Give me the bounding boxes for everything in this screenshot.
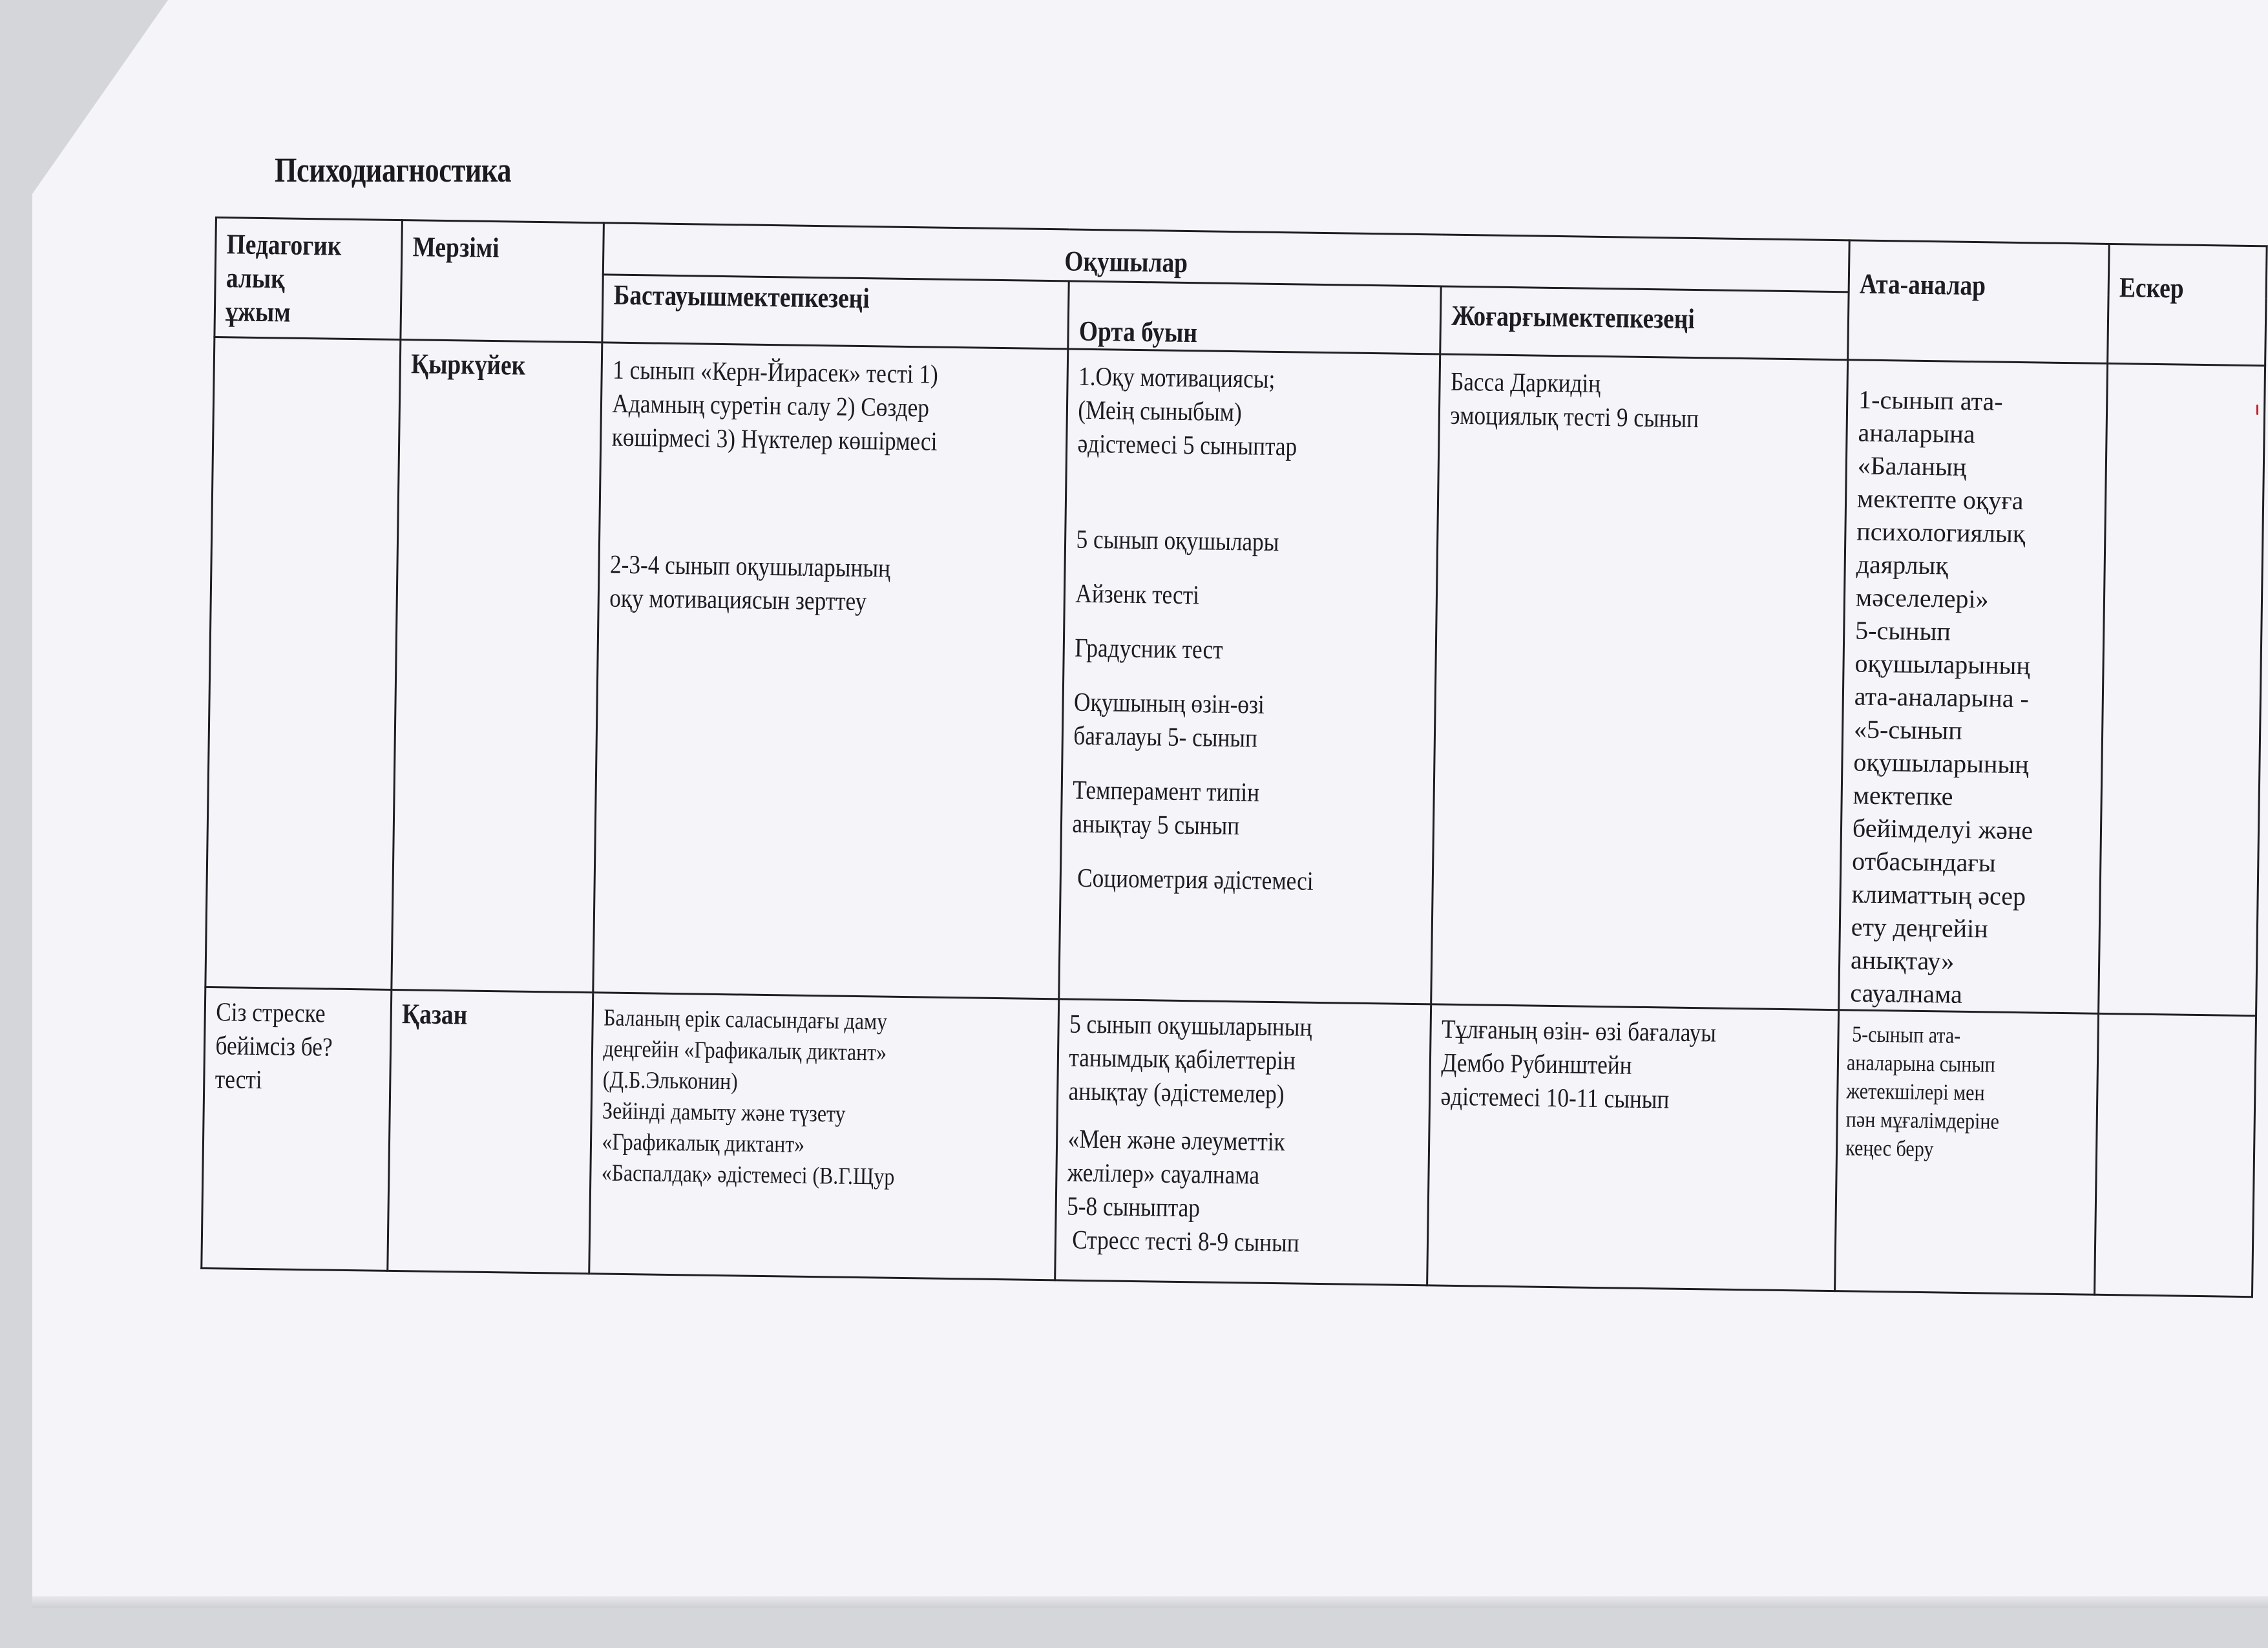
header-line: ұжым bbox=[225, 295, 291, 328]
text-line: бейімделуі және bbox=[1852, 813, 2033, 845]
text-line: кеңес беру bbox=[1845, 1135, 1934, 1162]
header-line: алық bbox=[226, 262, 286, 295]
text-line: анықтау 5 сынып bbox=[1072, 808, 1240, 841]
text-line: оқушыларының bbox=[1854, 648, 2031, 681]
cell-notes bbox=[2098, 363, 2265, 1015]
psychodiagnostics-table bbox=[200, 217, 2267, 1298]
cell-term bbox=[387, 989, 593, 1273]
cell-middle bbox=[1055, 999, 1431, 1285]
text-line: «Графикалық диктант» bbox=[601, 1128, 804, 1158]
cell-parents bbox=[1839, 360, 2108, 1014]
header-middle-stage bbox=[1068, 281, 1441, 354]
paper-bottom-edge bbox=[32, 1596, 2268, 1608]
text-line: ата-аналарына - bbox=[1854, 681, 2030, 713]
cell-primary bbox=[589, 993, 1059, 1280]
text-line: (Д.Б.Эльконин) bbox=[602, 1066, 738, 1095]
cell-term bbox=[392, 340, 602, 993]
text-line: 5 сынып оқушыларының bbox=[1069, 1008, 1313, 1042]
header-senior-stage bbox=[1440, 286, 1849, 360]
document-title: Психодиагностика bbox=[275, 151, 512, 189]
text-line: «Баспалдақ» әдістемесі (В.Г.Щур bbox=[601, 1159, 895, 1190]
text-line: (Меің сыныбым) bbox=[1078, 394, 1243, 427]
text-line: 5-сынып bbox=[1854, 615, 1951, 646]
text-line: бағалауы 5- сынып bbox=[1073, 720, 1258, 753]
text-line: климаттың әсер bbox=[1851, 879, 2026, 911]
text-line: анықтау» bbox=[1850, 945, 1955, 976]
header-primary-stage-label: Бастауышмектепкезеңі bbox=[613, 279, 870, 315]
text-line: мәселелері» bbox=[1855, 582, 1989, 614]
cell-pedagogical-staff bbox=[205, 337, 401, 990]
text-line: 5-8 сыныптар bbox=[1067, 1190, 1201, 1223]
text-line: 5 сынып оқушылары bbox=[1076, 523, 1280, 557]
text-line: психологиялық bbox=[1856, 516, 2026, 549]
text-line: Адамның суретін салу 2) Сөздер bbox=[611, 388, 929, 423]
text-line: Оқушының өзін-өзі bbox=[1074, 686, 1265, 719]
text-line: танымдық қабілеттерін bbox=[1069, 1042, 1296, 1075]
text-line: 2-3-4 сынып оқушыларының bbox=[609, 549, 890, 583]
text-line: Зейінді дамыту және түзету bbox=[602, 1097, 846, 1128]
header-middle-stage-label: Орта буын bbox=[1079, 315, 1198, 349]
text-line: Баланың ерік саласындағы даму bbox=[603, 1004, 887, 1035]
text-line: әдістемесі 5 сыныптар bbox=[1077, 428, 1298, 461]
table-row bbox=[205, 337, 2265, 1016]
cell-pedagogical-staff bbox=[202, 987, 392, 1271]
cell-senior bbox=[1427, 1004, 1839, 1291]
text-line: даярлық bbox=[1856, 549, 1949, 580]
text-line: 5-сынып ата- bbox=[1847, 1021, 1961, 1048]
header-line: Педагогик bbox=[226, 228, 342, 262]
text-line: Сіз стреске bbox=[215, 997, 326, 1028]
text-line: «5-сынып bbox=[1853, 714, 1963, 745]
text-line: анықтау (әдістемелер) bbox=[1068, 1075, 1285, 1109]
text-line: «Мен және әлеуметтік bbox=[1067, 1123, 1286, 1157]
red-pen-mark bbox=[2256, 405, 2258, 415]
text-line: тесті bbox=[215, 1064, 262, 1095]
text-line: Стресс тесті 8-9 сынып bbox=[1066, 1224, 1300, 1258]
text-line: пән мұғалімдеріне bbox=[1845, 1106, 2000, 1134]
header-notes-label: Ескер bbox=[2119, 271, 2184, 304]
text-line: Айзенк тесті bbox=[1075, 578, 1200, 610]
header-term-label: Мерзімі bbox=[412, 231, 499, 264]
header-pedagogical-staff bbox=[215, 218, 402, 340]
text-line: отбасындағы bbox=[1851, 846, 1997, 878]
cell-primary bbox=[593, 343, 1068, 999]
text-line: жетекшілері мен bbox=[1846, 1078, 1985, 1106]
text-line: аналарына bbox=[1858, 417, 1975, 449]
header-term bbox=[401, 220, 604, 343]
text-line: ету деңгейін bbox=[1851, 912, 1988, 944]
text-line: желілер» сауалнама bbox=[1067, 1157, 1260, 1190]
text-line: мектепке bbox=[1853, 780, 1953, 811]
text-line: 1 сынып «Керн-Йирасек» тесті 1) bbox=[612, 354, 938, 389]
cell-parents bbox=[1834, 1010, 2098, 1295]
text-line: аналарына сынып bbox=[1846, 1050, 1995, 1077]
text-line: сауалнама bbox=[1850, 978, 1963, 1009]
text-line: 1-сынып ата- bbox=[1858, 385, 2003, 416]
text-line: эмоциялық тесті 9 сынып bbox=[1450, 399, 1699, 434]
header-parents bbox=[1848, 240, 2109, 364]
text-line: Темперамент типін bbox=[1073, 774, 1260, 807]
text-line: әдістемесі 10-11 сынып bbox=[1440, 1081, 1670, 1114]
text-line: көшірмесі 3) Нүктелер көшірмесі bbox=[611, 421, 938, 456]
header-notes bbox=[2107, 244, 2267, 365]
text-line: бейімсіз бе? bbox=[215, 1030, 333, 1062]
cell-senior bbox=[1431, 354, 1848, 1010]
cell-middle bbox=[1059, 349, 1440, 1004]
text-line: «Баланың bbox=[1857, 450, 1967, 481]
term-label: Қазан bbox=[401, 998, 468, 1031]
text-line: Басса Даркидің bbox=[1450, 366, 1601, 398]
text-line: Тұлғаның өзін- өзі бағалауы bbox=[1441, 1013, 1717, 1048]
text-line: Градусник тест bbox=[1075, 632, 1224, 664]
text-line: оқу мотивациясын зерттеу bbox=[609, 582, 866, 617]
header-senior-stage-label: Жоғарғымектепкезеңі bbox=[1451, 299, 1696, 335]
term-label: Қыркүйек bbox=[410, 348, 526, 381]
header-parents-label: Ата-аналар bbox=[1859, 268, 1986, 302]
text-line: оқушыларының bbox=[1853, 747, 2030, 779]
text-line: 1.Оқу мотивациясы; bbox=[1078, 361, 1276, 394]
header-students-label: Оқушылар bbox=[1064, 245, 1188, 279]
text-line: деңгейін «Графикалық диктант» bbox=[602, 1035, 887, 1066]
text-line: Социометрия әдістемесі bbox=[1071, 862, 1314, 896]
table-row bbox=[202, 987, 2256, 1296]
cell-notes bbox=[2094, 1013, 2256, 1296]
text-line: мектепте оқуға bbox=[1856, 483, 2024, 516]
header-primary-stage bbox=[602, 275, 1069, 349]
text-line: Дембо Рубинштейн bbox=[1441, 1047, 1632, 1080]
